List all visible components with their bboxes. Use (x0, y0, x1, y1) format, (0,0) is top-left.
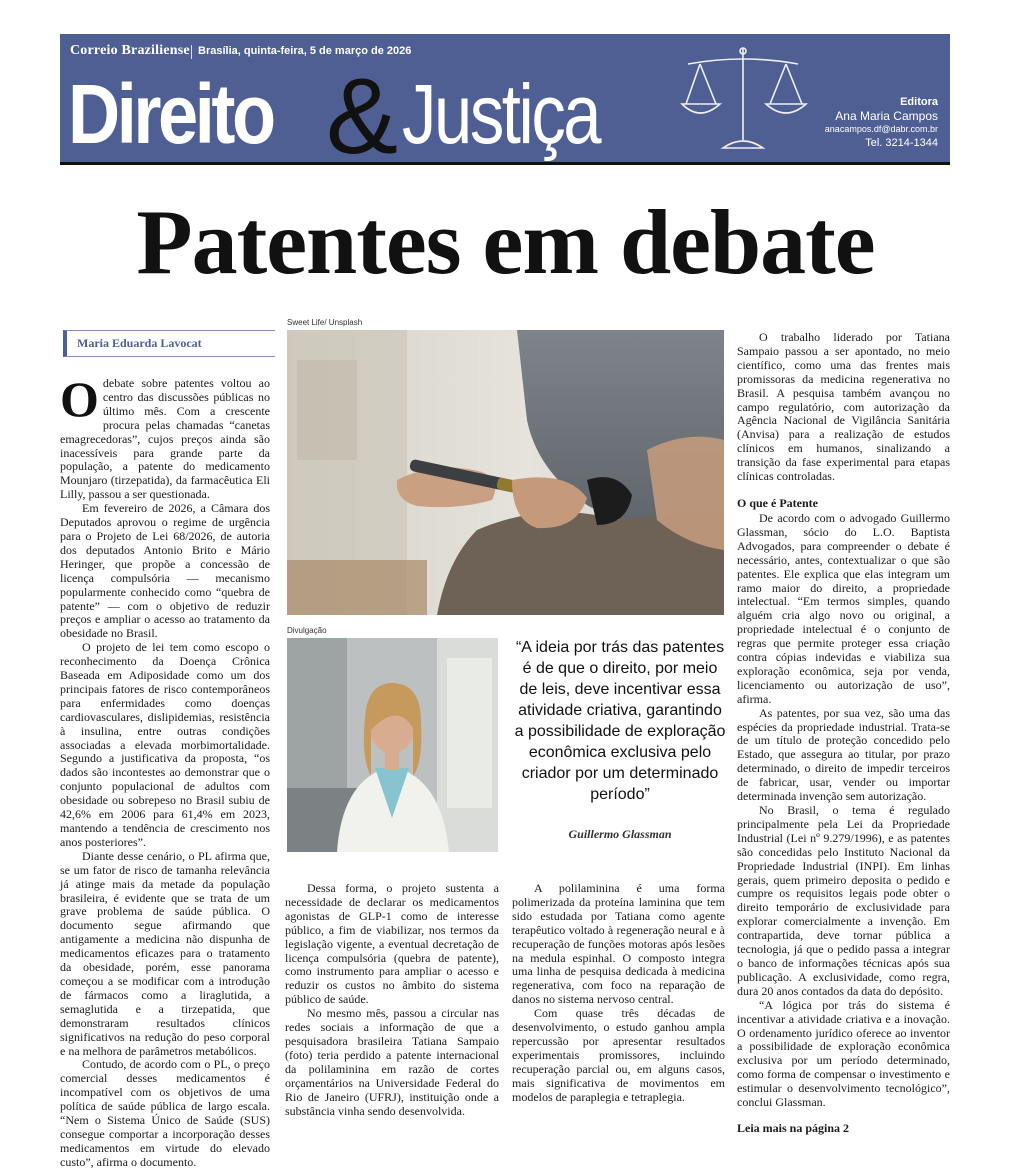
paragraph: Odebate sobre patentes voltou ao centro das discussões públicas no último mês. Com a crescente procura pelas chamadas “canetas emagrecedoras”, cujos preços ainda são inacessíveis para grande parte da população, a patente do medicamento Mounjaro (tirzepatida), da farmacêutica Eli Lilly, passou a ser questionada. (60, 371, 270, 502)
newspaper-name: Correio Braziliense (70, 43, 190, 58)
paragraph: No mesmo mês, passou a circular nas redes sociais a informação de que a pesquisadora brasileira Tatiana Sampaio (foto) teria perdido a patente internacional da polilaminina em razão de cortes orçamentários na Universidade Federal do Rio de Janeiro (UFRJ), instituição onde a substância vinha sendo desenvolvida. (285, 1006, 499, 1118)
section-title (68, 55, 600, 162)
paragraph: Dessa forma, o projeto sustenta a necessidade de declarar os medicamentos agonistas de GLP-1 como de interesse público, a fim de viabilizar, nos termos da legislação vigente, a eventual decretação de licença compulsória (quebra de patente), como instrumento para ampliar o acesso e reduzir os custos no âmbito do sistema público de saúde. (285, 881, 499, 1007)
section-title-direito: Direito (68, 67, 273, 161)
section-title-ampersand: & (326, 55, 399, 162)
editor-name: Ana Maria Campos (835, 109, 938, 123)
paragraph: “A lógica por trás do sistema é incentivar a atividade criativa e a inovação. O ordenamento jurídico oferece ao inventor a possibilidade de exploração econômica exclusiva por um período determinado, como forma de compensar o investimento e estimular o desenvolvimento tecnológico”, conclui Glassman. (737, 997, 950, 1110)
article-column-3 (512, 882, 725, 1105)
masthead-separator (191, 45, 192, 59)
editor-email: anacampos.df@dabr.com.br (824, 124, 938, 134)
masthead (60, 34, 950, 162)
masthead-rule (60, 162, 950, 165)
paragraph: O trabalho liderado por Tatiana Sampaio passou a ser apontado, no meio científico, como uma das frentes mais promissoras da medicina regenerativa no Brasil. A pesquisa também avançou no campo regulatório, com autorização da Agência Nacional de Vigilância Sanitária (Anvisa) para a realização de estudos clínicos em humanos, sinalizando a transição da fase experimental para etapas clínicas controladas. (737, 330, 950, 484)
editor-info (825, 96, 938, 151)
pull-quote (514, 637, 726, 842)
paragraph: No Brasil, o tema é regulado principalmente pela Lei da Propriedade Industrial (Lei nº 9.279/1996), e as patentes são concedidas pelo Instituto Nacional da Propriedade Industrial (INPI). Em linhas gerais, quem primeiro deposita o pedido e cumpre os requisitos legais pode obter o direito temporário de exclusividade para explorar comercialmente a invenção. Em contrapartida, deve tornar pública a tecnologia, já que o pedido passa a integrar o banco de informações técnicas após sua publicação. A exclusividade, como regra, dura 20 anos contados da data do depósito. (737, 803, 950, 998)
researcher-portrait-photo (287, 638, 498, 852)
photo-credit: Sweet Life/ Unsplash (287, 318, 363, 327)
pull-quote-author: Guillermo Glassman (568, 827, 672, 841)
article-column-4 (737, 331, 950, 1136)
article-column-1 (60, 371, 270, 1170)
paragraph: Em fevereiro de 2026, a Câmara dos Deputados aprovou o regime de urgência para o Projeto de Lei 68/2026, de autoria dos deputados Antonio Brito e Mário Heringer, que propõe a concessão de licença compulsória — mecanismo popularmente conhecido como “quebra de patente” — com o objetivo de reduzir preços e ampliar o acesso ao tratamento da obesidade no Brasil. (60, 501, 270, 641)
photo-credit: Divulgação (287, 626, 327, 635)
pen-injector-photo (287, 330, 724, 615)
continued-link[interactable]: Leia mais na página 2 (737, 1120, 850, 1135)
paragraph: O projeto de lei tem como escopo o reconhecimento da Doença Crônica Baseada em Adiposidade como um dos principais fatores de risco contemporâneos para enfermidades como doenças cardiovasculares, dislipidemias, resistência à insulina, entre outras condições associadas a elevada morbimortalidade. Segundo a justificativa da proposta, “os dados são incontestes ao demonstrar que o conjunto populacional de adultos com obesidade ou sobrepeso no Brasil subiu de 42,6% em 2006 para 61,4% em 2023, mantendo a tendência de crescimento nos anos posteriores”. (60, 640, 270, 849)
editor-label: Editora (900, 96, 938, 108)
editor-phone: Tel. 3214-1344 (865, 137, 938, 149)
paragraph: Contudo, de acordo com o PL, o preço comercial desses medicamentos é incompatível com os objetivos de uma política de saúde pública de largo escala. “Nem o Sistema Único de Saúde (SUS) consegue comportar a incorporação desses medicamentos em virtude do elevado custo”, afirma o documento. (60, 1057, 270, 1169)
scales-of-justice-icon (678, 42, 808, 154)
paragraph: As patentes, por sua vez, são uma das espécies da propriedade industrial. Trata-se de um título de proteção concedido pelo Estado, que assegura ao titular, por prazo determinado, o direito de impedir terceiros de fabricar, usar, vender ou importar determinada invenção sem autorização. (737, 705, 950, 804)
section-title-justica: Justiça (402, 67, 600, 161)
paragraph: De acordo com o advogado Guillermo Glassman, sócio do L.O. Baptista Advogados, para compreender o debate é necessário, antes, contextualizar o que são patentes. Ele explica que elas integram um ramo maior do direito, a propriedade intelectual. “Em termos simples, quando alguém cria algo novo ou original, a propriedade intelectual é o conjunto de regras que permite proteger essa criação contra cópias indevidas e viabiliza sua exploração econômica, seja por venda, licenciamento ou autorização de uso”, afirma. (737, 510, 950, 706)
edition-date: Brasília, quinta-feira, 5 de março de 2026 (198, 45, 412, 57)
paragraph: A polilaminina é uma forma polimerizada da proteína laminina que tem sido estudada por Tatiana como agente terapêutico voltado à regeneração neural e à recuperação de funções motoras após lesões na medula espinhal. O composto integra uma linha de pesquisa dedicada à medicina regenerativa, com foco na reparação de danos no sistema nervoso central. (512, 881, 725, 1007)
section-subheading: O que é Patente (737, 495, 818, 510)
paragraph: Diante desse cenário, o PL afirma que, se um fator de risco de tamanha relevância já atinge mais da metade da população brasileira, é evidente que se trata de um grave problema de saúde pública. O documento segue afirmando que antigamente a medicina não dispunha de medicamentos eficazes para o tratamento da obesidade, porém, esse panorama começou a se modificar com a introdução de fármacos como a liraglutida, a semaglutida e a tirzepatida, que demonstraram resultados clínicos significativos na redução do peso corporal e na melhora de parâmetros metabólicos. (60, 848, 270, 1058)
paragraph: Com quase três décadas de desenvolvimento, o estudo ganhou ampla repercussão por apresentar resultados experimentais promissores, incluindo recuperação parcial ou, em alguns casos, mais significativa de movimentos em modelos de paraplegia e tetraplegia. (512, 1006, 725, 1104)
drop-cap: O (60, 371, 99, 427)
article-column-2 (285, 882, 499, 1118)
article-headline: Patentes em debate (136, 191, 875, 293)
author-byline: Maria Eduarda Lavocat (63, 330, 275, 357)
pull-quote-text: “A ideia por trás das patentes é de que o direito, por meio de leis, deve incentivar essa atividade criativa, garantindo a possibilidade de exploração econômica exclusiva pelo criador por um determinado período” (514, 639, 726, 803)
